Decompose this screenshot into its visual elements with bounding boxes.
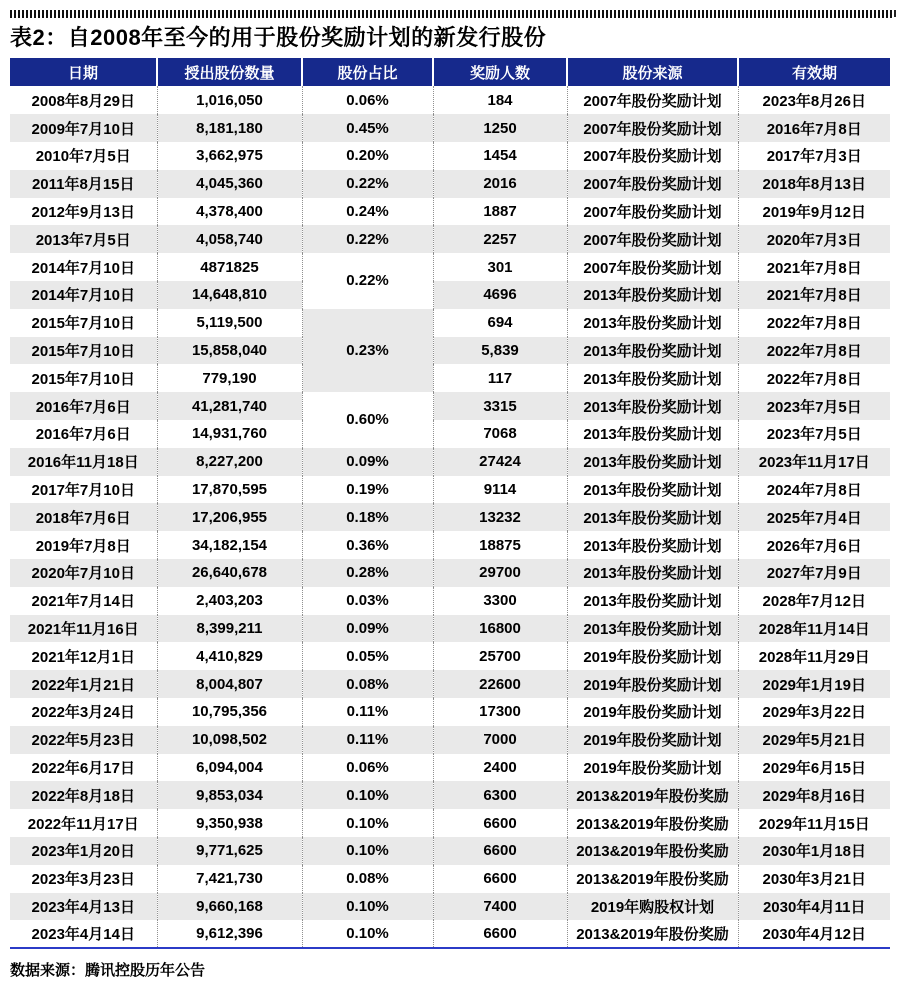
cell-awardee-count: 117	[433, 364, 567, 392]
cell-shares-granted: 26,640,678	[157, 559, 302, 587]
cell-date: 2015年7月10日	[10, 337, 157, 365]
cell-validity: 2030年1月18日	[738, 837, 890, 865]
cell-date: 2023年3月23日	[31, 871, 135, 889]
cell-share-source: 2019年股份奖励计划	[567, 698, 738, 726]
table-row	[10, 476, 890, 504]
cell-share-ratio: 0.05%	[302, 642, 433, 670]
cell-share-ratio: 0.09%	[302, 615, 433, 643]
header-awardee-count: 奖励人数	[433, 58, 567, 86]
cell-date: 2011年8月15日	[10, 170, 157, 198]
cell-share-source: 2007年股份奖励计划	[567, 142, 738, 170]
cell-share-ratio: 0.23%	[302, 309, 433, 392]
table-row	[10, 253, 890, 281]
cell-awardee-count: 2257	[433, 225, 567, 253]
header-share-ratio: 股份占比	[302, 58, 433, 86]
cell-validity: 2016年7月8日	[738, 114, 890, 142]
cell-date: 2016年7月6日	[10, 392, 157, 420]
cell-shares-granted: 9,612,396	[157, 920, 302, 948]
cell-shares-granted: 8,004,807	[157, 670, 302, 698]
cell-shares-granted: 9,660,168	[157, 893, 302, 921]
cell-awardee-count: 4696	[433, 281, 567, 309]
cell-shares-granted: 17,206,955	[157, 503, 302, 531]
cell-validity: 2022年7月8日	[738, 364, 890, 392]
cell-shares-granted: 15,858,040	[157, 337, 302, 365]
cell-date: 2022年1月21日	[10, 670, 157, 698]
cell-share-source: 2013年股份奖励计划	[567, 615, 738, 643]
cell-validity: 2017年7月3日	[738, 142, 890, 170]
cell-validity: 2021年7月8日	[738, 253, 890, 281]
table-row	[10, 114, 890, 142]
table-header-row	[10, 58, 890, 86]
cell-validity: 2026年7月6日	[738, 531, 890, 559]
cell-validity: 2020年7月3日	[738, 225, 890, 253]
table-row	[10, 420, 890, 448]
cell-awardee-count: 7400	[433, 893, 567, 921]
table-row	[10, 86, 890, 114]
cell-share-ratio: 0.10%	[302, 893, 433, 921]
cell-awardee-count: 1887	[433, 198, 567, 226]
report-table-page	[0, 10, 900, 980]
cell-share-source: 2013年股份奖励计划	[567, 531, 738, 559]
cell-validity: 2023年8月26日	[738, 86, 890, 114]
cell-share-ratio: 0.22%	[302, 225, 433, 253]
cell-shares-granted: 9,350,938	[157, 809, 302, 837]
cell-date: 2014年7月10日	[10, 281, 157, 309]
cell-share-source: 2013年股份奖励计划	[567, 476, 738, 504]
table-row	[10, 615, 890, 643]
cell-awardee-count: 184	[433, 86, 567, 114]
cell-shares-granted: 7,421,730	[157, 865, 302, 893]
cell-share-source: 2019年股份奖励计划	[567, 642, 738, 670]
table-title: 表2：自2008年至今的用于股份奖励计划的新发行股份	[10, 25, 547, 50]
table-row	[10, 309, 890, 337]
table-row	[10, 587, 890, 615]
table-row	[10, 170, 890, 198]
cell-share-ratio: 0.09%	[302, 448, 433, 476]
data-source-note: 数据来源：腾讯控股历年公告	[10, 962, 206, 980]
cell-share-source: 2019年购股权计划	[567, 893, 738, 921]
table-row	[10, 503, 890, 531]
table-row	[10, 670, 890, 698]
cell-shares-granted: 10,795,356	[157, 698, 302, 726]
cell-share-source: 2007年股份奖励计划	[567, 114, 738, 142]
cell-share-source: 2007年股份奖励计划	[567, 170, 738, 198]
table-row	[10, 809, 890, 837]
cell-date: 2021年7月14日	[31, 593, 135, 611]
cell-validity: 2027年7月9日	[738, 559, 890, 587]
cell-validity: 2024年7月8日	[738, 476, 890, 504]
cell-validity: 2028年11月14日	[738, 615, 890, 643]
cell-shares-granted: 9,853,034	[157, 781, 302, 809]
cell-share-ratio: 0.45%	[302, 114, 433, 142]
table-row	[10, 781, 890, 809]
table-row	[10, 698, 890, 726]
cell-shares-granted: 8,399,211	[157, 615, 302, 643]
cell-shares-granted: 4871825	[157, 253, 302, 281]
hatched-divider-bar	[10, 10, 894, 18]
cell-validity: 2029年1月19日	[738, 670, 890, 698]
cell-date: 2015年7月10日	[31, 315, 135, 333]
cell-validity: 2023年7月5日	[738, 392, 890, 420]
share-award-table	[10, 58, 890, 949]
cell-share-source: 2013年股份奖励计划	[567, 337, 738, 365]
cell-share-source: 2013&2019年股份奖励	[567, 837, 738, 865]
cell-awardee-count: 25700	[433, 642, 567, 670]
cell-date: 2022年11月17日	[27, 815, 139, 833]
cell-share-ratio: 0.08%	[302, 865, 433, 893]
cell-date: 2022年6月17日	[31, 759, 135, 777]
cell-share-ratio: 0.03%	[302, 587, 433, 615]
cell-validity: 2029年8月16日	[738, 781, 890, 809]
cell-validity: 2029年3月22日	[738, 698, 890, 726]
cell-share-source: 2013&2019年股份奖励	[567, 865, 738, 893]
cell-shares-granted: 10,098,502	[157, 726, 302, 754]
cell-share-ratio: 0.10%	[302, 781, 433, 809]
cell-date: 2018年7月6日	[10, 503, 157, 531]
table-row	[10, 448, 890, 476]
cell-validity: 2029年11月15日	[738, 809, 890, 837]
cell-share-source: 2013年股份奖励计划	[567, 503, 738, 531]
cell-share-source: 2013&2019年股份奖励	[567, 781, 738, 809]
cell-share-source: 2013年股份奖励计划	[567, 364, 738, 392]
cell-awardee-count: 18875	[433, 531, 567, 559]
table-row	[10, 865, 890, 893]
table-row	[10, 920, 890, 948]
cell-awardee-count: 6600	[433, 837, 567, 865]
cell-awardee-count: 27424	[433, 448, 567, 476]
cell-validity: 2022年7月8日	[738, 309, 890, 337]
table-header	[10, 58, 890, 86]
cell-awardee-count: 13232	[433, 503, 567, 531]
cell-shares-granted: 8,227,200	[157, 448, 302, 476]
cell-shares-granted: 3,662,975	[157, 142, 302, 170]
cell-share-ratio: 0.11%	[302, 726, 433, 754]
cell-awardee-count: 7000	[433, 726, 567, 754]
cell-date: 2021年12月1日	[31, 648, 135, 666]
cell-date: 2023年4月14日	[31, 926, 135, 944]
cell-shares-granted: 4,045,360	[157, 170, 302, 198]
table-row	[10, 392, 890, 420]
cell-share-ratio: 0.36%	[302, 531, 433, 559]
cell-shares-granted: 41,281,740	[157, 392, 302, 420]
cell-validity: 2022年7月8日	[738, 337, 890, 365]
cell-share-ratio: 0.06%	[302, 86, 433, 114]
cell-shares-granted: 4,058,740	[157, 225, 302, 253]
cell-share-source: 2013&2019年股份奖励	[567, 809, 738, 837]
table-row	[10, 893, 890, 921]
cell-shares-granted: 34,182,154	[157, 531, 302, 559]
table-row	[10, 142, 890, 170]
cell-awardee-count: 694	[433, 309, 567, 337]
cell-date: 2022年5月23日	[10, 726, 157, 754]
cell-share-source: 2019年股份奖励计划	[567, 754, 738, 782]
cell-share-source: 2007年股份奖励计划	[567, 198, 738, 226]
cell-date: 2016年11月18日	[10, 448, 157, 476]
cell-share-ratio: 0.28%	[302, 559, 433, 587]
cell-shares-granted: 14,648,810	[157, 281, 302, 309]
cell-awardee-count: 2400	[433, 754, 567, 782]
cell-awardee-count: 2016	[433, 170, 567, 198]
cell-date: 2009年7月10日	[10, 114, 157, 142]
cell-date: 2020年7月10日	[10, 559, 157, 587]
cell-date: 2017年7月10日	[31, 481, 135, 499]
table-row	[10, 559, 890, 587]
cell-validity: 2029年6月15日	[738, 754, 890, 782]
cell-date: 2019年7月8日	[35, 537, 131, 555]
header-validity: 有效期	[738, 58, 890, 86]
cell-date: 2008年8月29日	[31, 92, 135, 110]
cell-share-source: 2013年股份奖励计划	[567, 420, 738, 448]
cell-date: 2015年7月10日	[31, 370, 135, 388]
cell-shares-granted: 14,931,760	[157, 420, 302, 448]
cell-date: 2021年11月16日	[10, 615, 157, 643]
cell-share-ratio: 0.20%	[302, 142, 433, 170]
cell-awardee-count: 22600	[433, 670, 567, 698]
cell-date: 2023年4月13日	[10, 893, 157, 921]
cell-awardee-count: 301	[433, 253, 567, 281]
header-share-source: 股份来源	[567, 58, 738, 86]
cell-share-ratio: 0.10%	[302, 837, 433, 865]
cell-share-source: 2019年股份奖励计划	[567, 670, 738, 698]
cell-share-ratio: 0.06%	[302, 754, 433, 782]
cell-share-source: 2013年股份奖励计划	[567, 559, 738, 587]
cell-awardee-count: 29700	[433, 559, 567, 587]
cell-share-source: 2013年股份奖励计划	[567, 448, 738, 476]
cell-share-ratio: 0.10%	[302, 920, 433, 948]
cell-share-source: 2007年股份奖励计划	[567, 253, 738, 281]
cell-awardee-count: 7068	[433, 420, 567, 448]
cell-validity: 2029年5月21日	[738, 726, 890, 754]
cell-share-source: 2013年股份奖励计划	[567, 309, 738, 337]
cell-validity: 2028年11月29日	[738, 642, 890, 670]
cell-date: 2023年1月20日	[10, 837, 157, 865]
cell-awardee-count: 1454	[433, 142, 567, 170]
cell-shares-granted: 1,016,050	[157, 86, 302, 114]
cell-date: 2022年3月24日	[31, 704, 135, 722]
cell-awardee-count: 1250	[433, 114, 567, 142]
table-row	[10, 337, 890, 365]
cell-date: 2022年8月18日	[10, 781, 157, 809]
cell-date: 2014年7月10日	[31, 259, 135, 277]
cell-shares-granted: 4,410,829	[157, 642, 302, 670]
cell-shares-granted: 17,870,595	[157, 476, 302, 504]
cell-validity: 2021年7月8日	[738, 281, 890, 309]
cell-date: 2013年7月5日	[10, 225, 157, 253]
table-row	[10, 642, 890, 670]
table-body	[10, 86, 890, 948]
cell-share-ratio: 0.19%	[302, 476, 433, 504]
table-row	[10, 726, 890, 754]
cell-date: 2010年7月5日	[35, 148, 131, 166]
cell-date: 2016年7月6日	[35, 426, 131, 444]
cell-awardee-count: 3315	[433, 392, 567, 420]
cell-validity: 2030年3月21日	[738, 865, 890, 893]
cell-validity: 2025年7月4日	[738, 503, 890, 531]
cell-validity: 2028年7月12日	[738, 587, 890, 615]
cell-awardee-count: 5,839	[433, 337, 567, 365]
cell-shares-granted: 9,771,625	[157, 837, 302, 865]
cell-share-ratio: 0.08%	[302, 670, 433, 698]
cell-shares-granted: 4,378,400	[157, 198, 302, 226]
cell-share-ratio: 0.11%	[302, 698, 433, 726]
cell-shares-granted: 2,403,203	[157, 587, 302, 615]
cell-share-source: 2007年股份奖励计划	[567, 86, 738, 114]
cell-date: 2012年9月13日	[31, 203, 135, 221]
table-row	[10, 754, 890, 782]
cell-awardee-count: 16800	[433, 615, 567, 643]
cell-share-source: 2007年股份奖励计划	[567, 225, 738, 253]
table-row	[10, 225, 890, 253]
table-row	[10, 281, 890, 309]
cell-share-ratio: 0.60%	[302, 392, 433, 448]
table-row	[10, 198, 890, 226]
cell-validity: 2023年11月17日	[738, 448, 890, 476]
cell-shares-granted: 5,119,500	[157, 309, 302, 337]
cell-share-ratio: 0.18%	[302, 503, 433, 531]
cell-awardee-count: 3300	[433, 587, 567, 615]
table-row	[10, 364, 890, 392]
header-date: 日期	[10, 58, 157, 86]
cell-validity: 2019年9月12日	[738, 198, 890, 226]
cell-share-source: 2013年股份奖励计划	[567, 281, 738, 309]
cell-validity: 2030年4月12日	[738, 920, 890, 948]
table-row	[10, 531, 890, 559]
cell-validity: 2023年7月5日	[738, 420, 890, 448]
cell-awardee-count: 6600	[433, 809, 567, 837]
cell-share-ratio: 0.10%	[302, 809, 433, 837]
cell-share-ratio: 0.24%	[302, 198, 433, 226]
cell-share-source: 2019年股份奖励计划	[567, 726, 738, 754]
cell-shares-granted: 779,190	[157, 364, 302, 392]
cell-validity: 2030年4月11日	[738, 893, 890, 921]
cell-shares-granted: 8,181,180	[157, 114, 302, 142]
cell-awardee-count: 6600	[433, 920, 567, 948]
cell-awardee-count: 17300	[433, 698, 567, 726]
cell-awardee-count: 6600	[433, 865, 567, 893]
cell-share-source: 2013年股份奖励计划	[567, 392, 738, 420]
cell-share-source: 2013年股份奖励计划	[567, 587, 738, 615]
table-row	[10, 837, 890, 865]
cell-awardee-count: 6300	[433, 781, 567, 809]
cell-share-ratio: 0.22%	[302, 170, 433, 198]
cell-share-ratio: 0.22%	[302, 253, 433, 309]
cell-share-source: 2013&2019年股份奖励	[567, 920, 738, 948]
cell-awardee-count: 9114	[433, 476, 567, 504]
cell-validity: 2018年8月13日	[738, 170, 890, 198]
cell-shares-granted: 6,094,004	[157, 754, 302, 782]
header-shares-granted: 授出股份数量	[157, 58, 302, 86]
